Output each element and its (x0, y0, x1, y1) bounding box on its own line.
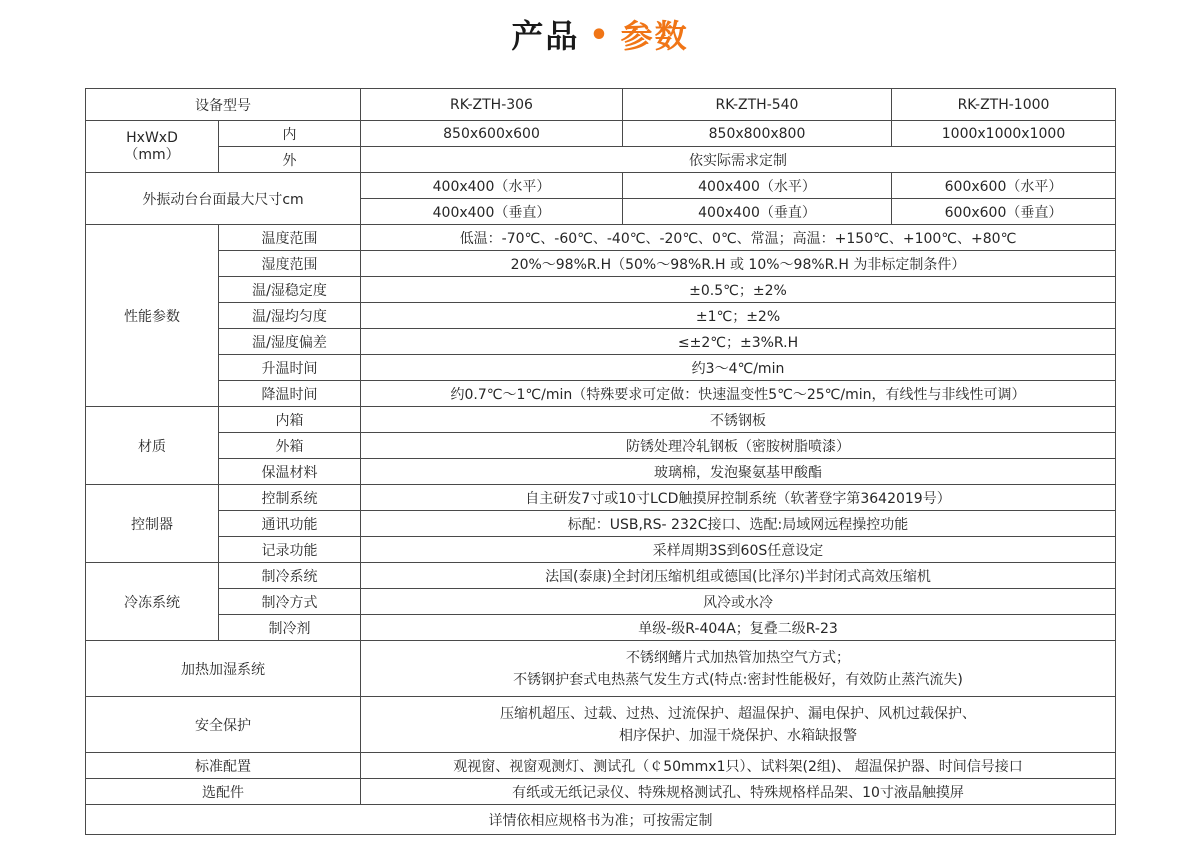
safety-label: 安全保护 (86, 697, 361, 753)
footer-note: 详情依相应规格书为准；可按需定制 (86, 805, 1116, 835)
vibration-horizontal-1: 400x400（水平） (361, 173, 623, 199)
material-group-label: 材质 (86, 407, 219, 485)
inner-dim-3: 1000x1000x1000 (892, 121, 1116, 147)
table-row (86, 485, 1116, 511)
optional-value: 有纸或无纸记录仪、特殊规格测试孔、特殊规格样品架、10寸液晶触摸屏 (361, 779, 1116, 805)
heating-value (361, 641, 1116, 697)
table-row (86, 277, 1116, 303)
controller-label-recording: 记录功能 (219, 537, 361, 563)
outer-dim-value: 依实际需求定制 (361, 147, 1116, 173)
table-row (86, 563, 1116, 589)
perf-value-heatup-time: 约3～4℃/min (361, 355, 1116, 381)
perf-value-uniformity: ±1℃；±2% (361, 303, 1116, 329)
inner-dim-label: 内 (219, 121, 361, 147)
table-row (86, 121, 1116, 147)
perf-label-heatup-time: 升温时间 (219, 355, 361, 381)
controller-value-control-system: 自主研发7寸或10寸LCD触摸屏控制系统（软著登字第3642019号） (361, 485, 1116, 511)
safety-value (361, 697, 1116, 753)
table-row (86, 303, 1116, 329)
table-row (86, 355, 1116, 381)
model-3: RK-ZTH-1000 (892, 89, 1116, 121)
table-row (86, 433, 1116, 459)
table-row (86, 537, 1116, 563)
perf-label-humidity-range: 湿度范围 (219, 251, 361, 277)
perf-value-deviation: ≤±2℃；±3%R.H (361, 329, 1116, 355)
refrigeration-label-system: 制冷系统 (219, 563, 361, 589)
model-1: RK-ZTH-306 (361, 89, 623, 121)
safety-value-line2: 相序保护、加湿干烧保护、水箱缺报警 (619, 727, 857, 744)
table-row (86, 225, 1116, 251)
title-dot-icon: • (589, 18, 611, 53)
vibration-horizontal-2: 400x400（水平） (623, 173, 892, 199)
performance-group-label: 性能参数 (86, 225, 219, 407)
material-value-outer-box: 防锈处理冷轧钢板（密胺树脂喷漆） (361, 433, 1116, 459)
optional-label: 选配件 (86, 779, 361, 805)
table-row (86, 805, 1116, 835)
controller-value-communication: 标配：USB,RS- 232C接口、选配:局域网远程操控功能 (361, 511, 1116, 537)
controller-label-communication: 通讯功能 (219, 511, 361, 537)
controller-label-control-system: 控制系统 (219, 485, 361, 511)
model-2: RK-ZTH-540 (623, 89, 892, 121)
vibration-label: 外振动台台面最大尺寸cm (86, 173, 361, 225)
heating-value-line2: 不锈钢护套式电热蒸气发生方式(特点:密封性能极好，有效防止蒸汽流失) (513, 671, 963, 688)
refrigeration-label-method: 制冷方式 (219, 589, 361, 615)
perf-label-uniformity: 温/湿均匀度 (219, 303, 361, 329)
perf-label-deviation: 温/湿度偏差 (219, 329, 361, 355)
controller-value-recording: 采样周期3S到60S任意设定 (361, 537, 1116, 563)
inner-dim-2: 850x800x800 (623, 121, 892, 147)
vibration-vertical-2: 400x400（垂直） (623, 199, 892, 225)
table-row (86, 615, 1116, 641)
table-row (86, 329, 1116, 355)
dimensions-label-line1: HxWxD (126, 129, 178, 146)
refrigeration-group-label: 冷冻系统 (86, 563, 219, 641)
material-label-insulation: 保温材料 (219, 459, 361, 485)
safety-value-line1: 压缩机超压、过载、过热、过流保护、超温保护、漏电保护、风机过载保护、 (500, 705, 976, 722)
material-value-insulation: 玻璃棉，发泡聚氨基甲酸酯 (361, 459, 1116, 485)
material-label-inner-box: 内箱 (219, 407, 361, 433)
table-row (86, 779, 1116, 805)
vibration-horizontal-3: 600x600（水平） (892, 173, 1116, 199)
table-row (86, 147, 1116, 173)
heating-label: 加热加湿系统 (86, 641, 361, 697)
vibration-vertical-3: 600x600（垂直） (892, 199, 1116, 225)
table-row (86, 511, 1116, 537)
vibration-vertical-1: 400x400（垂直） (361, 199, 623, 225)
standard-config-label: 标准配置 (86, 753, 361, 779)
refrigeration-value-method: 风冷或水冷 (361, 589, 1116, 615)
perf-label-stability: 温/湿稳定度 (219, 277, 361, 303)
perf-value-stability: ±0.5℃；±2% (361, 277, 1116, 303)
table-row (86, 641, 1116, 697)
dimensions-label-line2: （mm） (124, 146, 180, 163)
perf-value-humidity-range: 20%～98%R.H（50%～98%R.H 或 10%～98%R.H 为非标定制条件） (361, 251, 1116, 277)
table-row (86, 407, 1116, 433)
dimensions-group-label (86, 121, 219, 173)
refrigeration-value-system: 法国(泰康)全封闭压缩机组或德国(比泽尔)半封闭式高效压缩机 (361, 563, 1116, 589)
heating-value-line1: 不锈纲鳍片式加热管加热空气方式； (626, 649, 850, 666)
spec-table (85, 88, 1116, 835)
device-model-label: 设备型号 (86, 89, 361, 121)
table-row (86, 173, 1116, 199)
title-orange: 参数 (620, 17, 689, 55)
perf-label-cooldown-time: 降温时间 (219, 381, 361, 407)
table-row (86, 459, 1116, 485)
outer-dim-label: 外 (219, 147, 361, 173)
page-title (0, 16, 1200, 56)
perf-value-cooldown-time: 约0.7℃～1℃/min（特殊要求可定做：快速温变性5℃～25℃/min，有线性与非线性可调） (361, 381, 1116, 407)
perf-value-temp-range: 低温：-70℃、-60℃、-40℃、-20℃、0℃、常温；高温：+150℃、+100℃、+80℃ (361, 225, 1116, 251)
table-row (86, 697, 1116, 753)
material-label-outer-box: 外箱 (219, 433, 361, 459)
table-row (86, 381, 1116, 407)
standard-config-value: 观视窗、视窗观测灯、测试孔（￠50mmx1只）、试料架(2组)、 超温保护器、时间信号接口 (361, 753, 1116, 779)
material-value-inner-box: 不锈钢板 (361, 407, 1116, 433)
table-row (86, 251, 1116, 277)
table-row (86, 753, 1116, 779)
title-black: 产品 (511, 17, 580, 55)
table-row (86, 589, 1116, 615)
table-row (86, 89, 1116, 121)
perf-label-temp-range: 温度范围 (219, 225, 361, 251)
inner-dim-1: 850x600x600 (361, 121, 623, 147)
refrigeration-label-refrigerant: 制冷剂 (219, 615, 361, 641)
refrigeration-value-refrigerant: 单级-级R-404A；复叠二级R-23 (361, 615, 1116, 641)
controller-group-label: 控制器 (86, 485, 219, 563)
